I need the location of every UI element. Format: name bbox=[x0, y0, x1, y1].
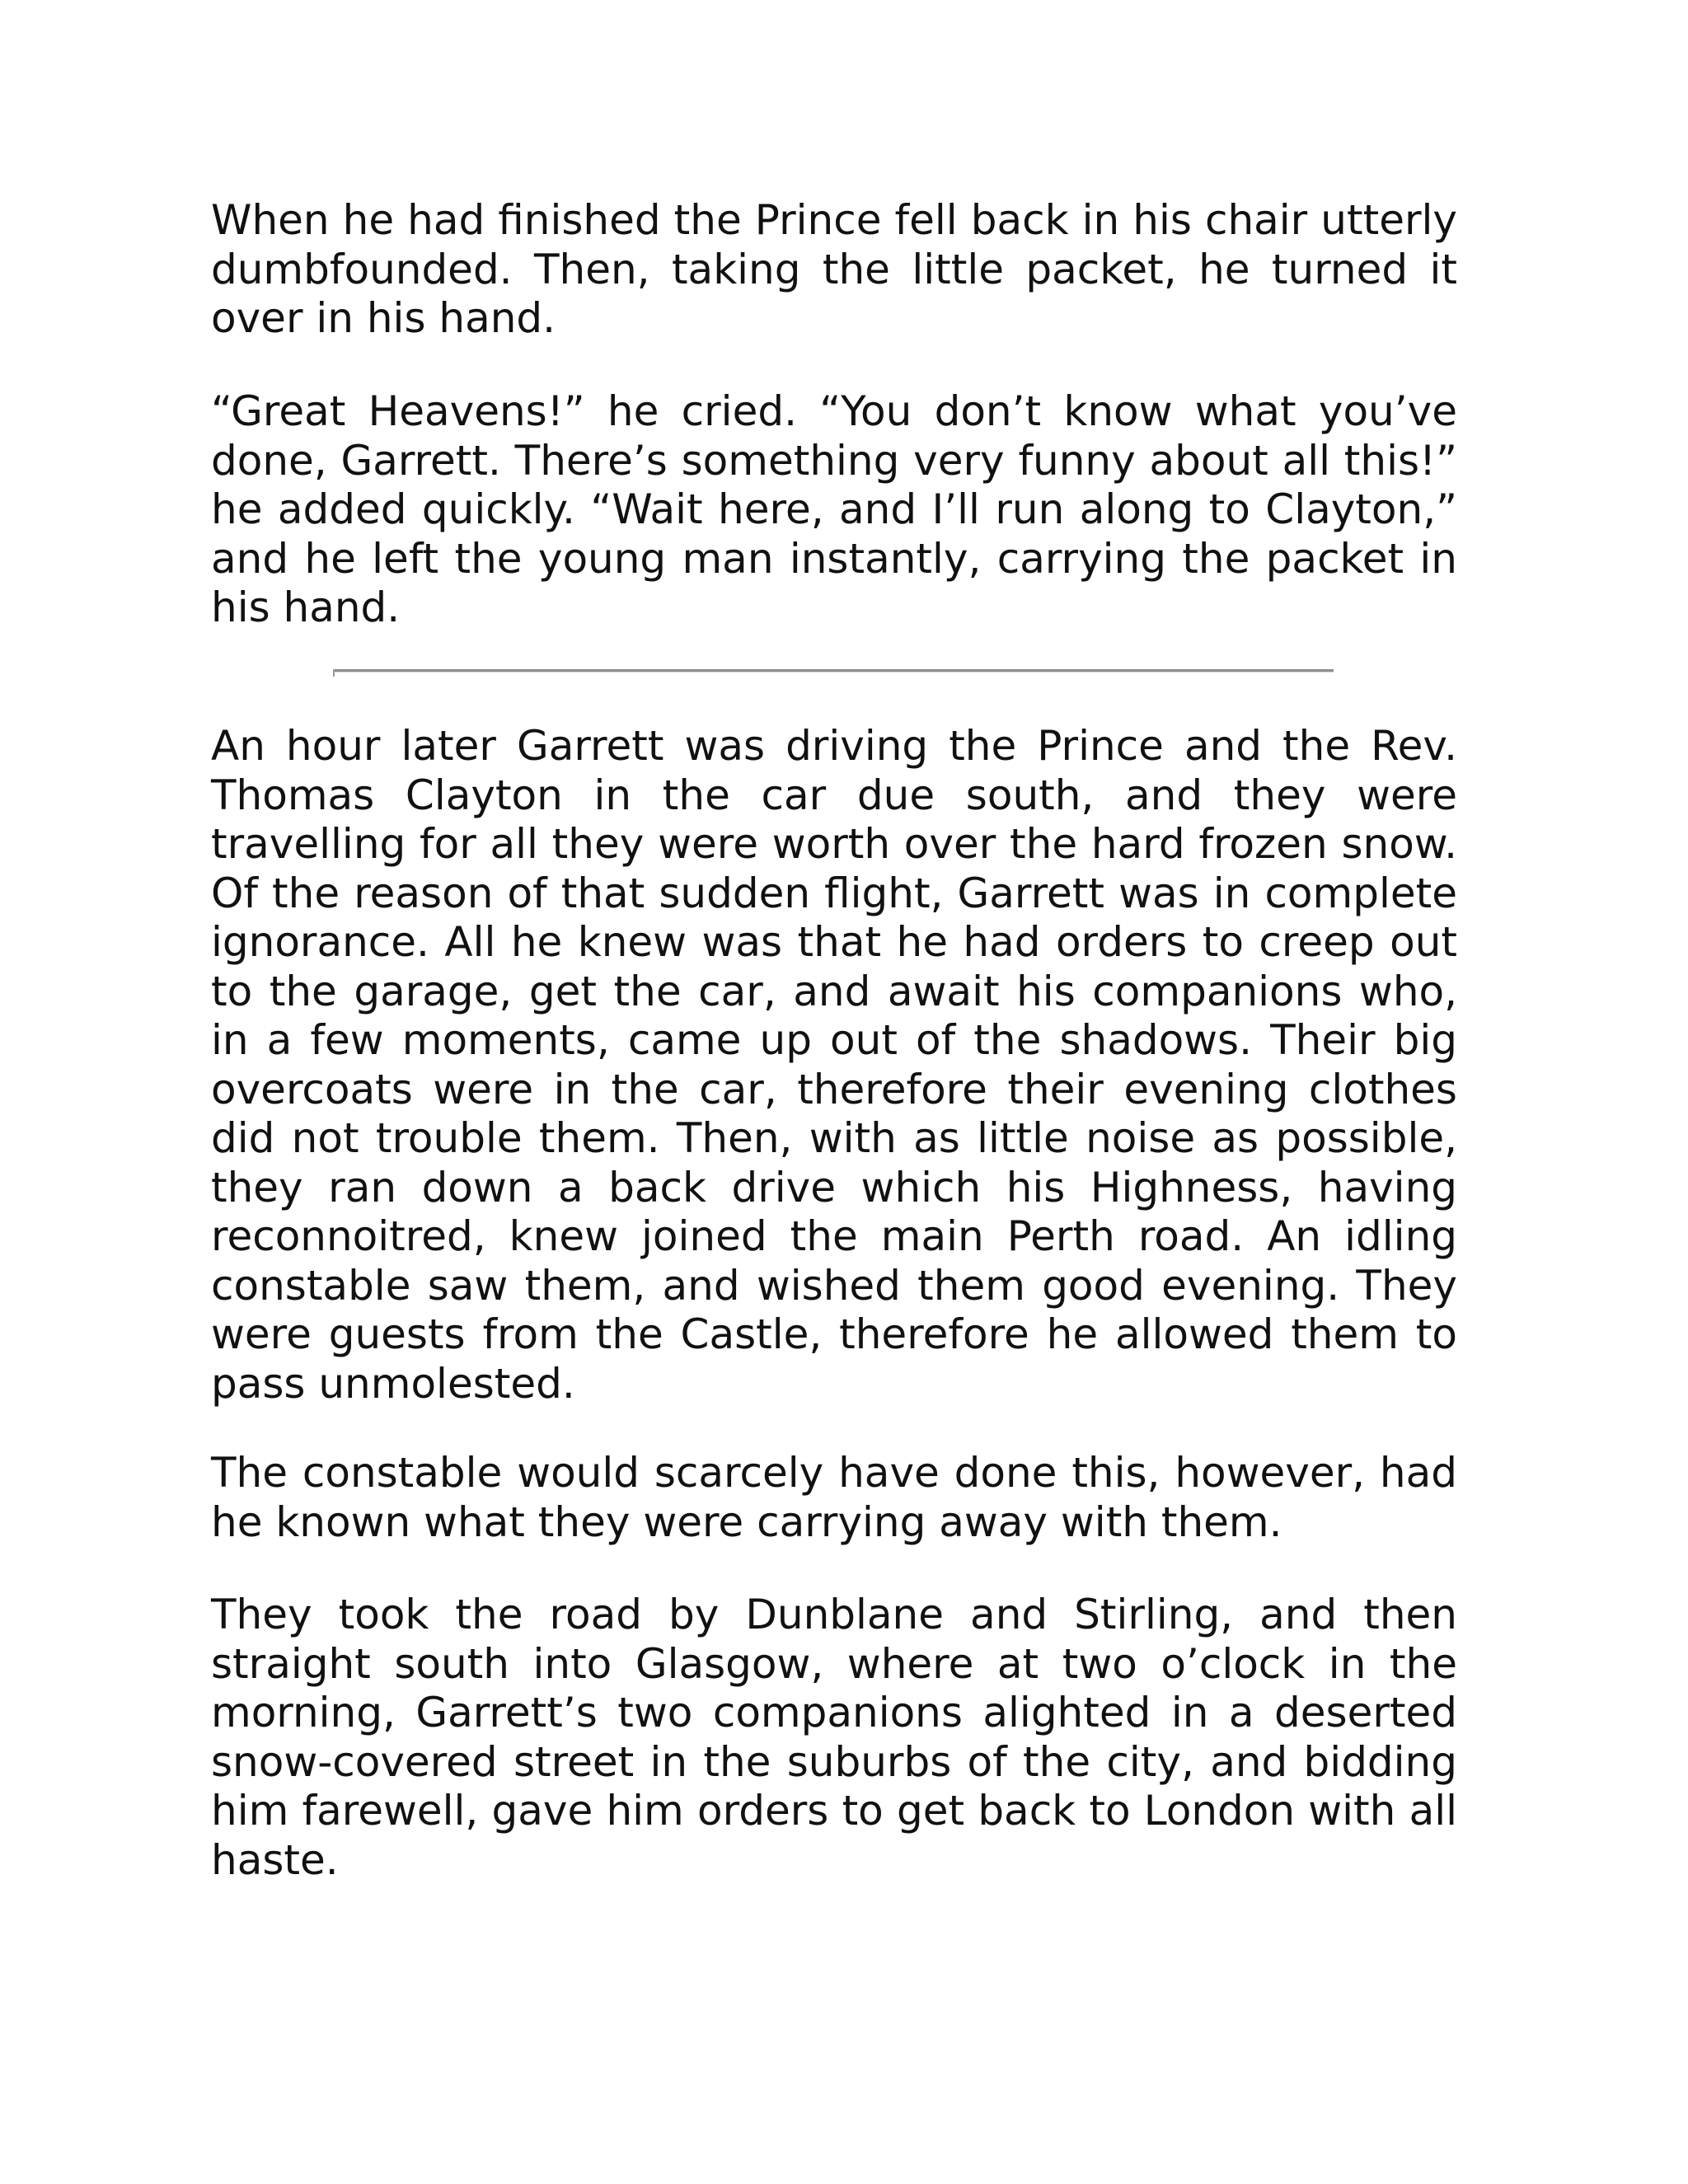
paragraph-text: When he had finished the Prince fell back in his chair utterly dumbfounded. Then, taking the little packet, he turned it over in his hand. bbox=[211, 196, 1457, 342]
paragraph bbox=[211, 1449, 1457, 1547]
paragraph-text: An hour later Garrett was driving the Prince and the Rev. Thomas Clayton in the car due south, and they were travelling for all they were worth over the hard frozen snow. Of the reason of that sudden flight, Garrett was in complete ignorance. All he knew was that he had orders to creep out to the garage, get the car, and await his companions who, in a few moments, came up out of the shadows. Their big overcoats were in the car, therefore their evening clothes did not trouble them. Then, with as little noise as possible, they ran down a back drive which his Highness, having reconnoitred, knew joined the main Perth road. An idling constable saw them, and wished them good evening. They were guests from the Castle, therefore he allowed them to pass unmolested. bbox=[211, 722, 1457, 1408]
paragraph bbox=[211, 387, 1457, 633]
paragraph bbox=[211, 1591, 1457, 1885]
paragraph bbox=[211, 196, 1457, 344]
paragraph-text: “Great Heavens!” he cried. “You don’t know what you’ve done, Garrett. There’s something very funny about all this!” he added quickly. “Wait here, and I’ll run along to Clayton,” and he left the young man instantly, carrying the packet in his hand. bbox=[211, 387, 1457, 631]
paragraph-text: They took the road by Dunblane and Stirling, and then straight south into Glasgow, where at two o’clock in the morning, Garrett’s two companions alighted in a deserted snow-covered street in the suburbs of the city, and bidding him farewell, gave him orders to get back to London with all haste. bbox=[211, 1591, 1457, 1884]
section-break-divider bbox=[333, 669, 1334, 673]
paragraph-text: The constable would scarcely have done this, however, had he known what they were carrying away with them. bbox=[211, 1449, 1457, 1546]
paragraph bbox=[211, 722, 1457, 1408]
